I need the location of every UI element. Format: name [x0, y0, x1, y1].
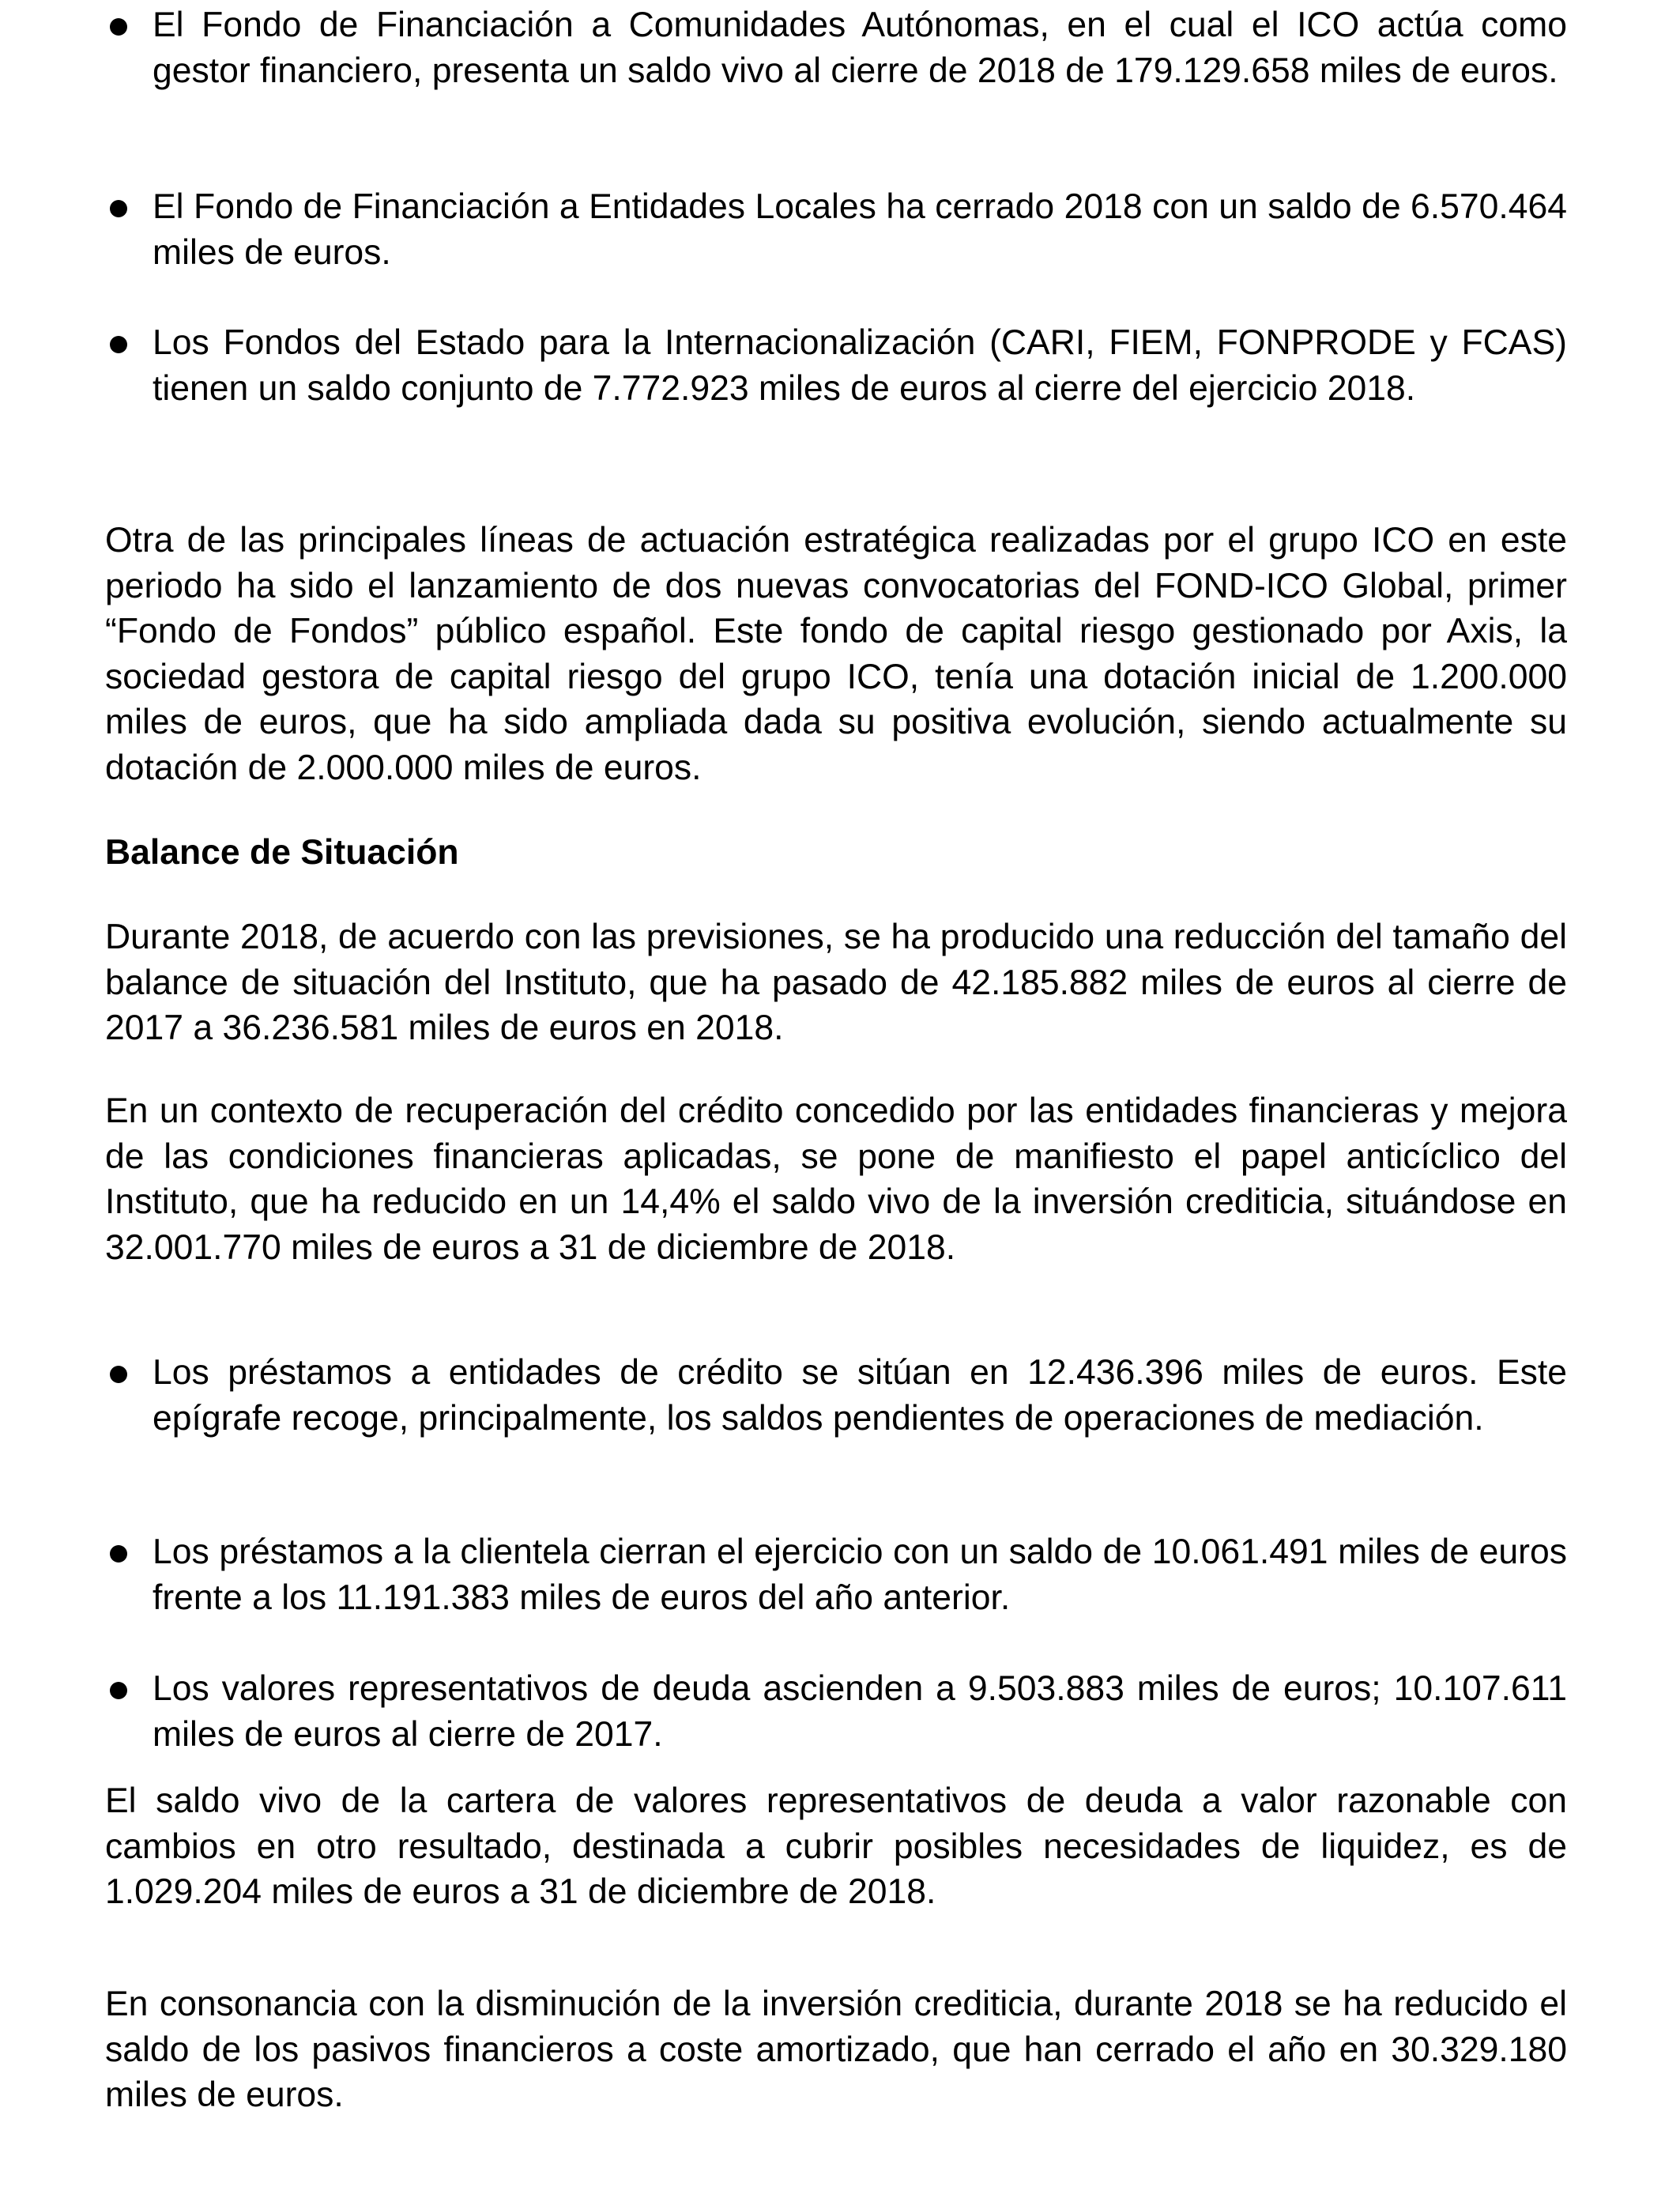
- bullet-item: Los préstamos a entidades de crédito se sitúan en 12.436.396 miles de euros. Este epígrafe recoge, principalmente, los saldos pendientes de operaciones de mediación.: [153, 1353, 1567, 1438]
- bullet-item: El Fondo de Financiación a Comunidades Autónomas, en el cual el ICO actúa como gestor financiero, presenta un saldo vivo al cierre de 2018 de 179.129.658 miles de euros.: [153, 6, 1567, 90]
- paragraph-fondico: Otra de las principales líneas de actuación estratégica realizadas por el grupo ICO en este periodo ha sido el lanzamiento de dos nuevas convocatorias del FOND-ICO Global, primer “Fondo de Fondos” público español. Este fondo de capital riesgo gestionado por Axis, la sociedad gestora de capital riesgo del grupo ICO, tenía una dotación inicial de 1.200.000 miles de euros, que ha sido ampliada dada su positiva evolución, siendo actualmente su dotación de 2.000.000 miles de euros.: [105, 521, 1567, 787]
- paragraph-credit-investment: En un contexto de recuperación del crédito concedido por las entidades financieras y mejora de las condiciones financieras aplicadas, se pone de manifiesto el papel anticíclico del Instituto, que ha reducido en un 14,4% el saldo vivo de la inversión crediticia, situándose en 32.001.770 miles de euros a 31 de diciembre de 2018.: [105, 1091, 1567, 1267]
- bullet-item: Los valores representativos de deuda ascienden a 9.503.883 miles de euros; 10.107.611 miles de euros al cierre de 2017.: [153, 1669, 1567, 1754]
- section-heading: Balance de Situación: [105, 833, 459, 872]
- bullet-item: Los Fondos del Estado para la Internacionalización (CARI, FIEM, FONPRODE y FCAS) tienen un saldo conjunto de 7.772.923 miles de euros al cierre del ejercicio 2018.: [153, 323, 1567, 408]
- bullet-item: El Fondo de Financiación a Entidades Locales ha cerrado 2018 con un saldo de 6.570.464 miles de euros.: [153, 187, 1567, 272]
- bullet-icon: [110, 18, 127, 36]
- paragraph-balance-size: Durante 2018, de acuerdo con las previsiones, se ha producido una reducción del tamaño del balance de situación del Instituto, que ha pasado de 42.185.882 miles de euros al cierre de 2017 a 36.236.581 miles de euros en 2018.: [105, 918, 1567, 1047]
- bullet-icon: [110, 1366, 127, 1383]
- bullet-icon: [110, 200, 127, 217]
- paragraph-securities-portfolio: El saldo vivo de la cartera de valores representativos de deuda a valor razonable con cambios en otro resultado, destinada a cubrir posibles necesidades de liquidez, es de 1.029.204 miles de euros a 31 de diciembre de 2018.: [105, 1781, 1567, 1911]
- bullet-icon: [110, 1545, 127, 1563]
- paragraph-financial-liabilities: En consonancia con la disminución de la inversión crediticia, durante 2018 se ha reducido el saldo de los pasivos financieros a coste amortizado, que han cerrado el año en 30.329.180 miles de euros.: [105, 1985, 1567, 2114]
- bullet-item: Los préstamos a la clientela cierran el ejercicio con un saldo de 10.061.491 miles de euros frente a los 11.191.383 miles de euros del año anterior.: [153, 1532, 1567, 1617]
- bullet-icon: [110, 1682, 127, 1699]
- bullet-icon: [110, 336, 127, 353]
